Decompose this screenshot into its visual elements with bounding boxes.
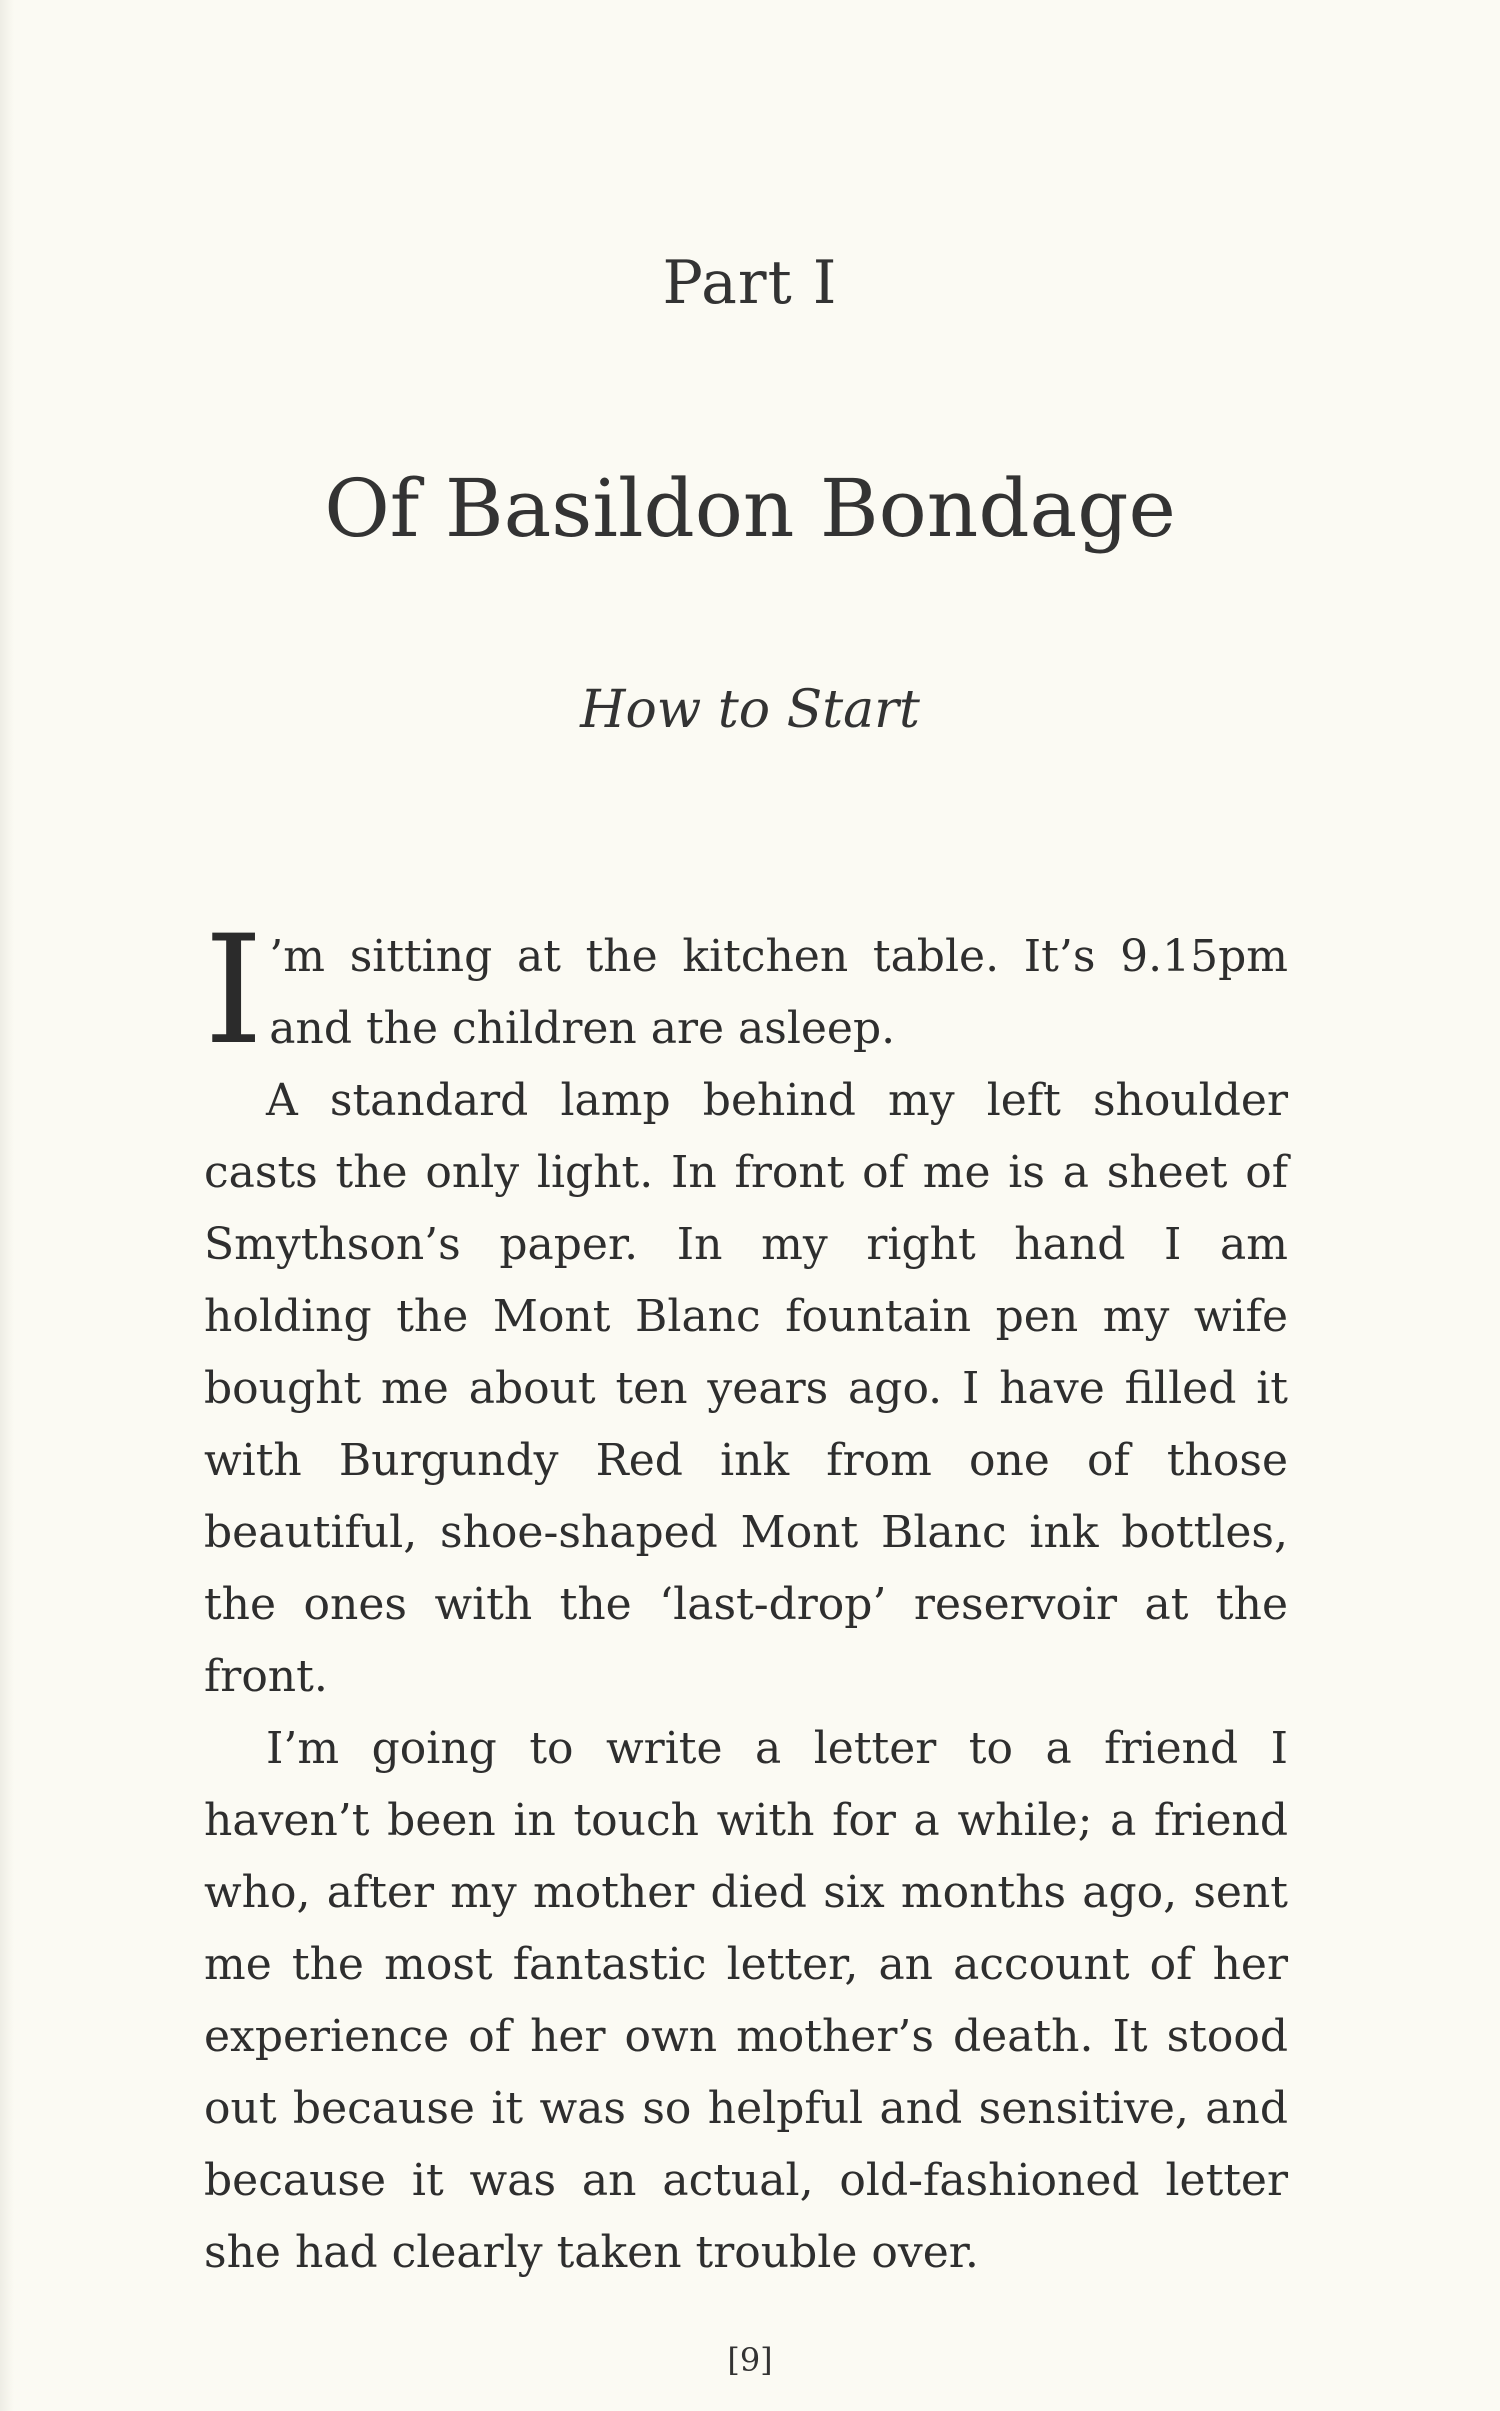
- drop-cap: I: [204, 904, 264, 1078]
- book-title: Of Basildon Bondage: [324, 462, 1176, 555]
- chapter-title: How to Start: [580, 680, 920, 740]
- gutter-shadow: [0, 0, 14, 2411]
- paragraph-1: [204, 904, 1288, 1078]
- paragraph-2: A standard lamp behind my left shoulder casts the only light. In front of me is a sheet of Smythson’s paper. In my right hand I am holding the Mont Blanc fountain pen my wife bought me about ten years ago. I have filled it with Burgundy Red ink from one of those beautiful, shoe-shaped Mont Blanc ink bottles, the ones with the ‘last-drop’ reservoir at the front.: [204, 1075, 1288, 1702]
- page-number: [9]: [727, 2341, 773, 2379]
- body-text: [204, 904, 1288, 2289]
- paragraph-1-text: ’m sitting at the kitchen table. It’s 9.15pm and the children are asleep.: [269, 931, 1288, 1054]
- paragraph-3: I’m going to write a letter to a friend I haven’t been in touch with for a while; a friend who, after my mother died six months ago, sent me the most fantastic letter, an account of her experience of her own mother’s death. It stood out because it was so helpful and sensitive, and because it was an actual, old-fashioned letter she had clearly taken trouble over.: [204, 1723, 1288, 2278]
- part-heading: Part I: [662, 248, 838, 318]
